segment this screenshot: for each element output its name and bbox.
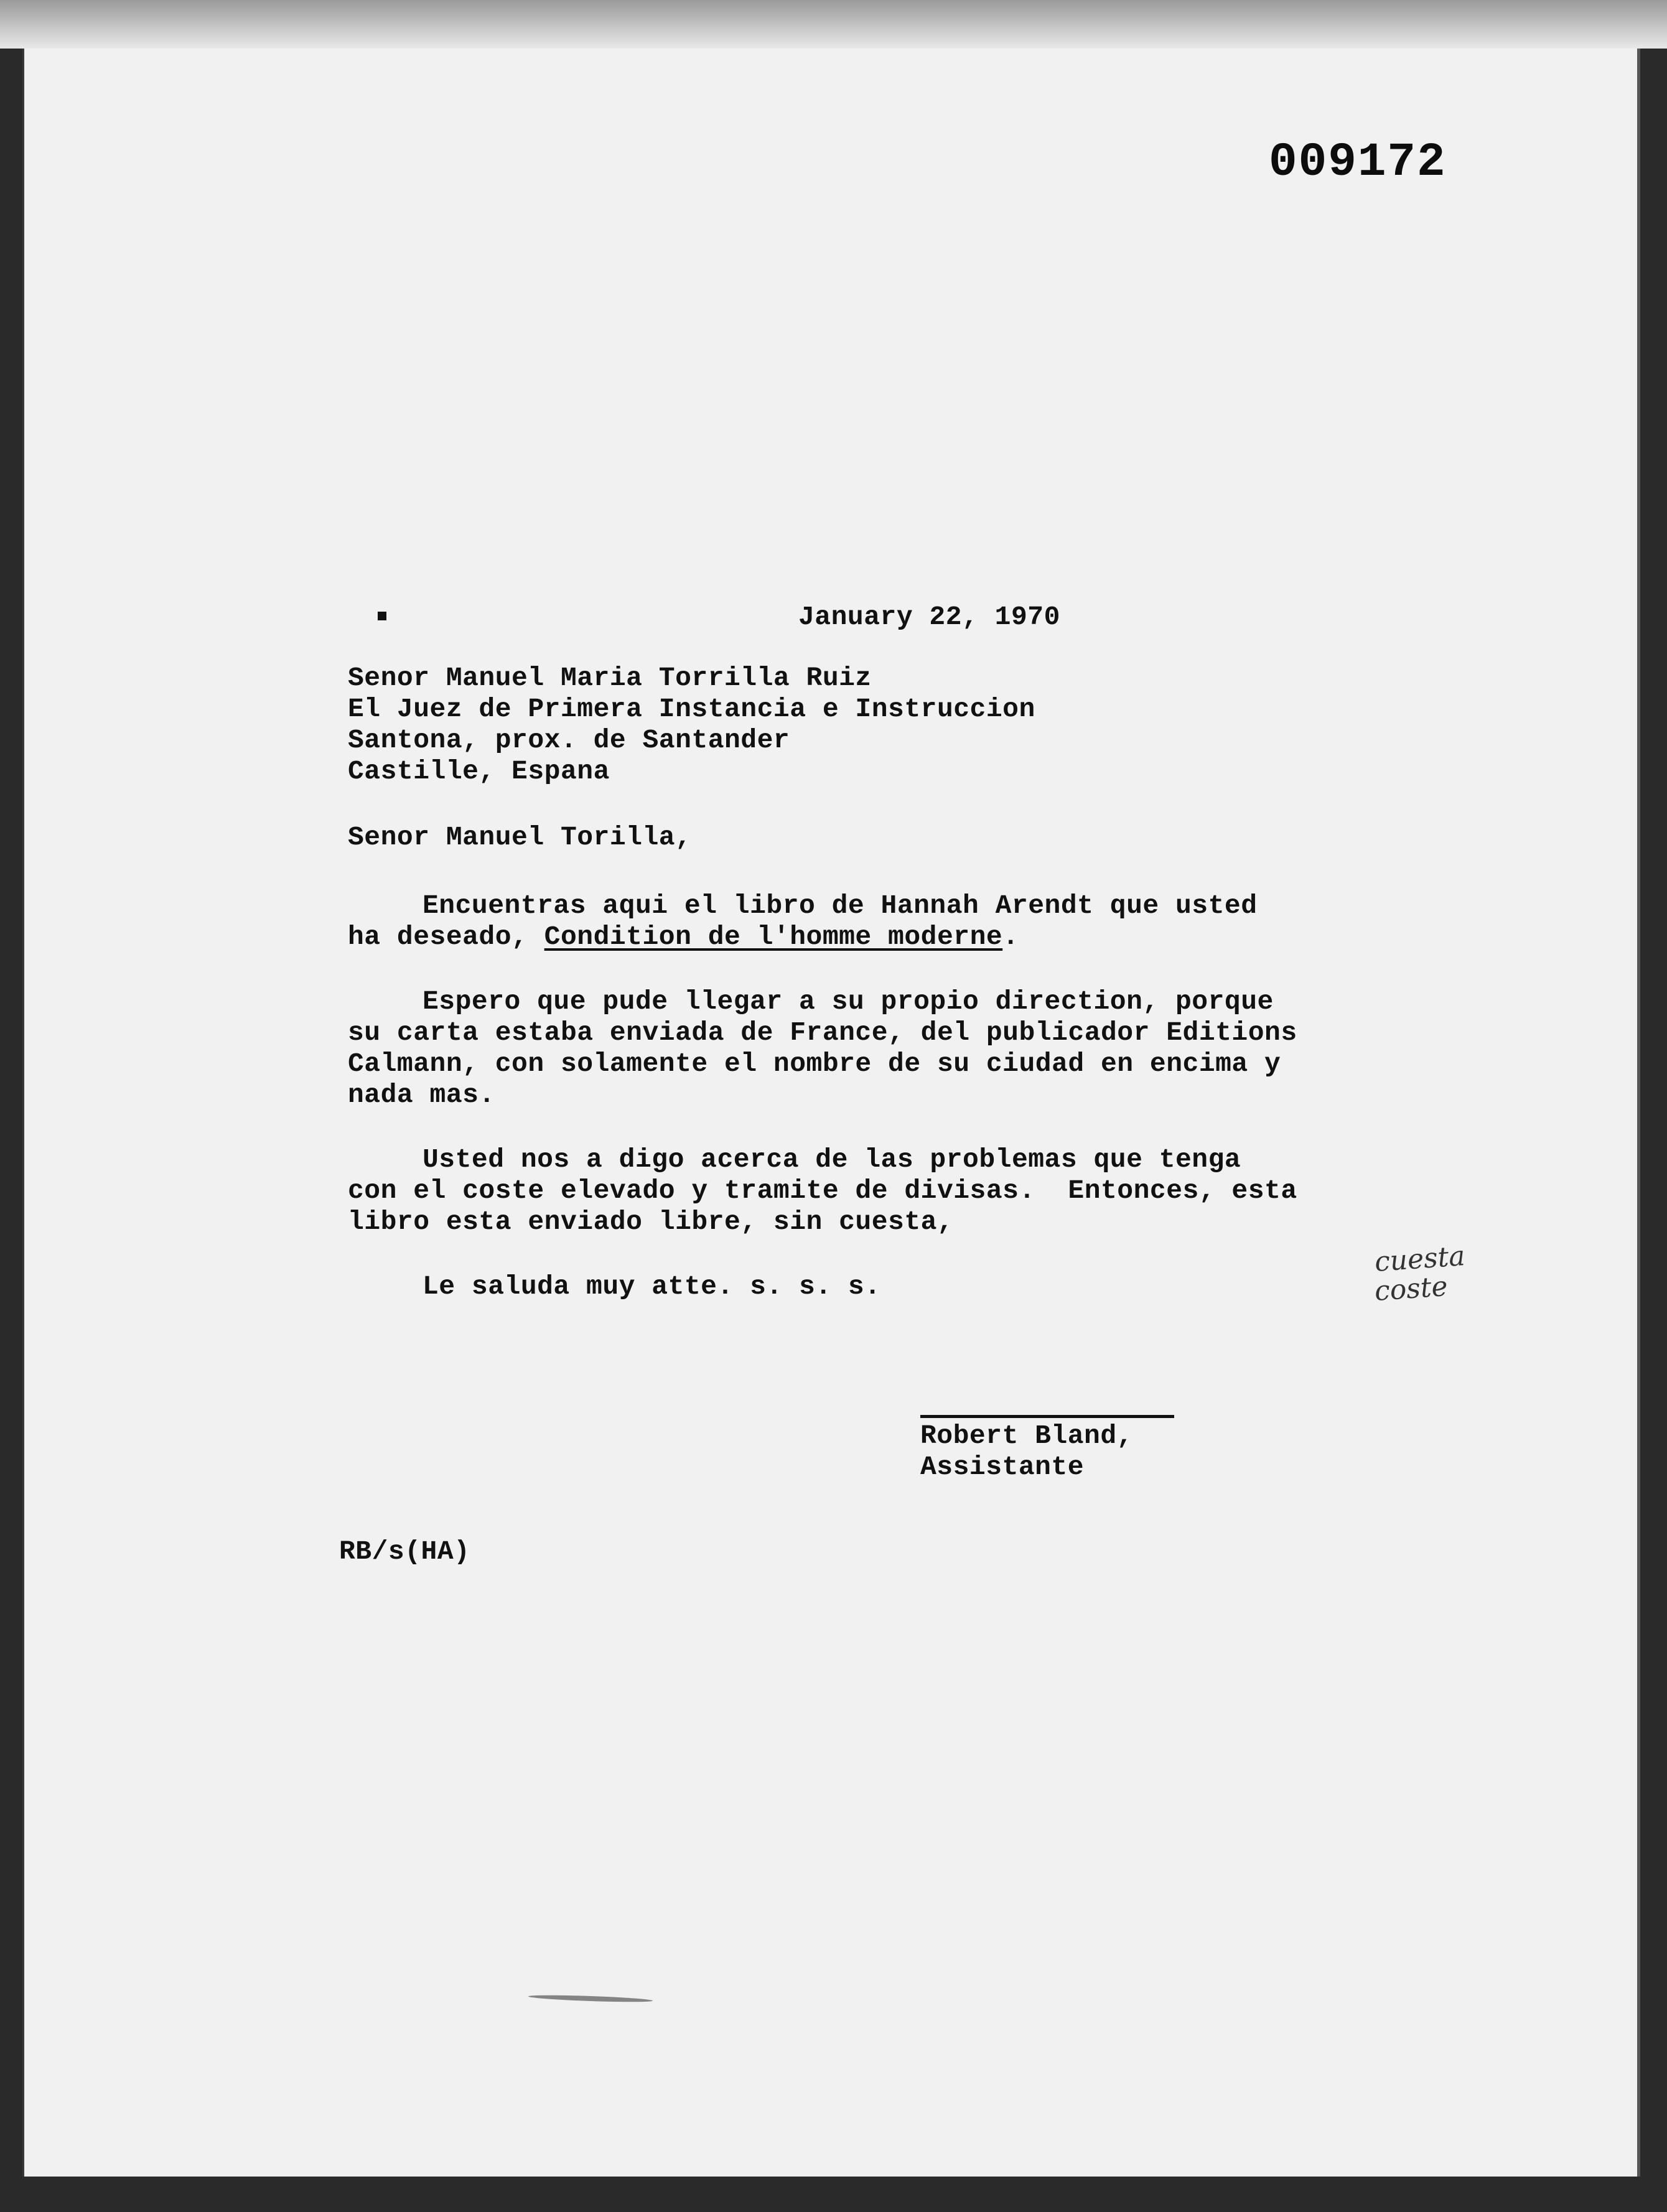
para3-line2: con el coste elevado y tramite de divisas. Entonces, esta [348, 1175, 1297, 1206]
address-line-1: Senor Manuel Maria Torrilla Ruiz [348, 663, 872, 693]
para1-line1: Encuentras aqui el libro de Hannah Arendt que usted [423, 890, 1258, 921]
signature-name: Robert Bland, [920, 1421, 1133, 1451]
para1-suffix: . [1002, 922, 1019, 952]
para3-line1: Usted nos a digo acerca de las problemas que tenga [423, 1144, 1241, 1175]
signature-rule [920, 1415, 1174, 1418]
ink-smudge [528, 1994, 653, 2004]
closing: Le saluda muy atte. s. s. s. [423, 1271, 881, 1302]
letter-page [22, 49, 1640, 2177]
book-title: Condition de l'homme moderne [544, 922, 1003, 952]
address-line-4: Castille, Espana [348, 756, 610, 786]
para3-line3: libro esta enviado libre, sin cuesta, [348, 1206, 954, 1237]
salutation: Senor Manuel Torilla, [348, 822, 692, 852]
para1-line2 [348, 922, 1019, 952]
letter-date: January 22, 1970 [798, 602, 1060, 632]
address-line-3: Santona, prox. de Santander [348, 725, 790, 755]
para1-prefix: ha deseado, [348, 922, 544, 952]
reference-initials: RB/s(HA) [339, 1536, 470, 1567]
para2-line2: su carta estaba enviada de France, del publicador Editions [348, 1017, 1297, 1048]
scan-top-edge [0, 0, 1667, 49]
archive-stamp-number: 009172 [1269, 136, 1447, 189]
signature-title: Assistante [920, 1452, 1085, 1482]
para2-line4: nada mas. [348, 1080, 495, 1110]
bullet-mark [378, 612, 386, 620]
address-line-2: El Juez de Primera Instancia e Instruccion [348, 694, 1035, 724]
handwritten-note-line-1: cuesta [1373, 1239, 1467, 1279]
para2-line3: Calmann, con solamente el nombre de su ciudad en encima y [348, 1048, 1281, 1079]
handwritten-note-line-2: coste [1373, 1270, 1449, 1308]
para2-line1: Espero que pude llegar a su propio direction, porque [423, 986, 1274, 1017]
